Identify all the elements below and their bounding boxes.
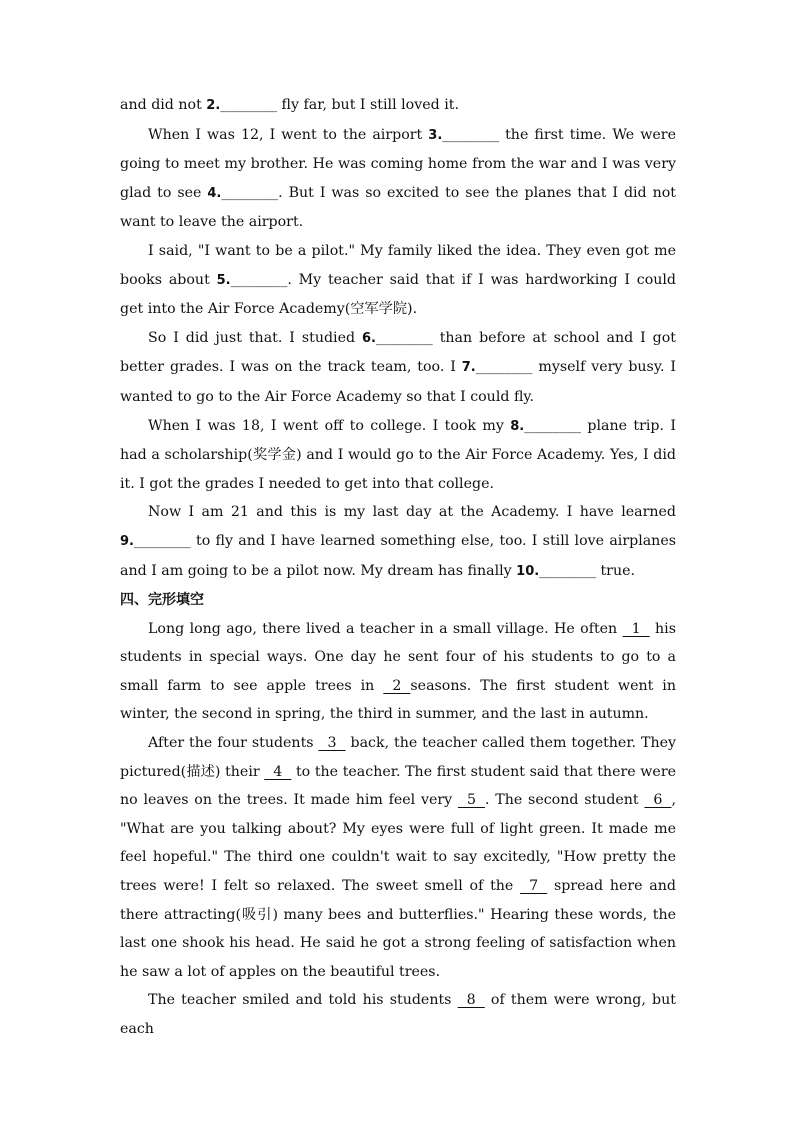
question-number: 5.: [216, 272, 231, 288]
text: Long long ago, there lived a teacher in a small village. He often: [148, 620, 623, 637]
cloze-gap[interactable]: 1: [622, 620, 650, 637]
question-number: 7.: [461, 360, 476, 376]
reading-paragraph-1: [120, 121, 676, 237]
answer-blank[interactable]: ________: [230, 271, 288, 288]
answer-blank[interactable]: ________: [524, 417, 581, 434]
text: I said, "I want to be a pilot." My family liked the idea. They even got me books about: [120, 242, 676, 288]
text: true.: [595, 562, 635, 579]
cloze-paragraph-2: [120, 729, 676, 986]
text: . The second student: [485, 792, 645, 809]
reading-paragraph-3: [120, 324, 676, 412]
cloze-gap[interactable]: 8: [457, 992, 485, 1009]
question-number: 3.: [428, 127, 443, 143]
text: spread here and there attracting(吸引) many bees and butterflies." Hearing these words, the last one shook his head. He said he got a strong feeling of satisfaction when he saw a lot of apples on the beautiful trees.: [120, 878, 676, 980]
text: to the teacher. The first student said that there were no leaves on the trees. It made him feel very: [120, 763, 676, 809]
cloze-gap[interactable]: 2: [383, 677, 411, 694]
answer-blank[interactable]: ________: [475, 359, 533, 376]
text: . But I was so excited to see the planes that I did not want to leave the airport.: [120, 184, 676, 231]
text: back, the teacher called them together. They pictured(描述) their: [120, 735, 676, 780]
reading-paragraph-4: [120, 412, 676, 499]
question-number: 4.: [207, 185, 222, 201]
text: After the four students: [148, 735, 319, 752]
text: to fly and I have learned something else, too. I still love airplanes and I am going to be a pilot now. My dream has finally: [120, 532, 676, 579]
question-number: 8.: [510, 418, 525, 434]
question-number: 2.: [206, 98, 221, 113]
answer-blank[interactable]: ________: [539, 562, 596, 579]
text: than before at school and I got better grades. I was on the track team, too. I: [120, 329, 676, 376]
text: , "What are you talking about? My eyes were full of light green. It made me feel hopeful." The third one couldn't wait to say excitedly, "How pretty the trees were! I felt so relaxed. The sweet smell of the: [120, 792, 676, 895]
answer-blank[interactable]: ________: [133, 532, 191, 549]
cloze-gap[interactable]: 7: [520, 878, 548, 895]
reading-paragraph-5: [120, 498, 676, 586]
section-heading: 四、完形填空: [120, 592, 204, 609]
text: of them were wrong, but each: [120, 992, 676, 1037]
cloze-gap[interactable]: 4: [264, 763, 292, 780]
answer-blank[interactable]: ________: [221, 184, 279, 201]
text: When I was 18, I went off to college. I took my: [148, 417, 511, 434]
question-number: 6.: [362, 330, 376, 346]
cloze-paragraph-3: [120, 986, 676, 1043]
text: The teacher smiled and told his students: [148, 992, 458, 1009]
text: his students in special ways. One day he sent four of his students to go to a small farm to see apple trees in: [120, 620, 676, 694]
text: . My teacher said that if I was hardworking I could get into the Air Force Academy(空军学院).: [120, 271, 676, 318]
text: So I did just that. I studied: [148, 329, 363, 346]
text: seasons. The first student went in winter, the second in spring, the third in summer, and the last in autumn.: [120, 677, 676, 723]
document-page: [120, 91, 676, 1044]
cloze-gap[interactable]: 3: [318, 735, 346, 752]
question-number: 9.: [120, 533, 134, 549]
cloze-gap[interactable]: 6: [644, 792, 672, 809]
reading-paragraph-2: [120, 237, 676, 324]
question-number: 10.: [516, 563, 540, 579]
text: fly far, but I still loved it.: [277, 97, 459, 113]
reading-paragraph-0: [120, 91, 676, 121]
answer-blank[interactable]: ________: [442, 126, 500, 143]
text: and did not: [120, 97, 207, 113]
text: plane trip. I had a scholarship(奖学金) and I would go to the Air Force Academy. Yes, I did it. I got the grades I needed to get into that college.: [120, 417, 677, 492]
text: the first time. We were going to meet my brother. He was coming home from the war and I was very glad to see: [120, 126, 676, 201]
answer-blank[interactable]: ________: [376, 329, 433, 346]
cloze-paragraph-1: [120, 615, 676, 729]
text: When I was 12, I went to the airport: [148, 126, 429, 143]
answer-blank[interactable]: ________: [220, 97, 278, 113]
cloze-gap[interactable]: 5: [457, 792, 486, 809]
text: Now I am 21 and this is my last day at the Academy. I have learned: [148, 504, 676, 521]
text: myself very busy. I wanted to go to the Air Force Academy so that I could fly.: [120, 359, 676, 405]
